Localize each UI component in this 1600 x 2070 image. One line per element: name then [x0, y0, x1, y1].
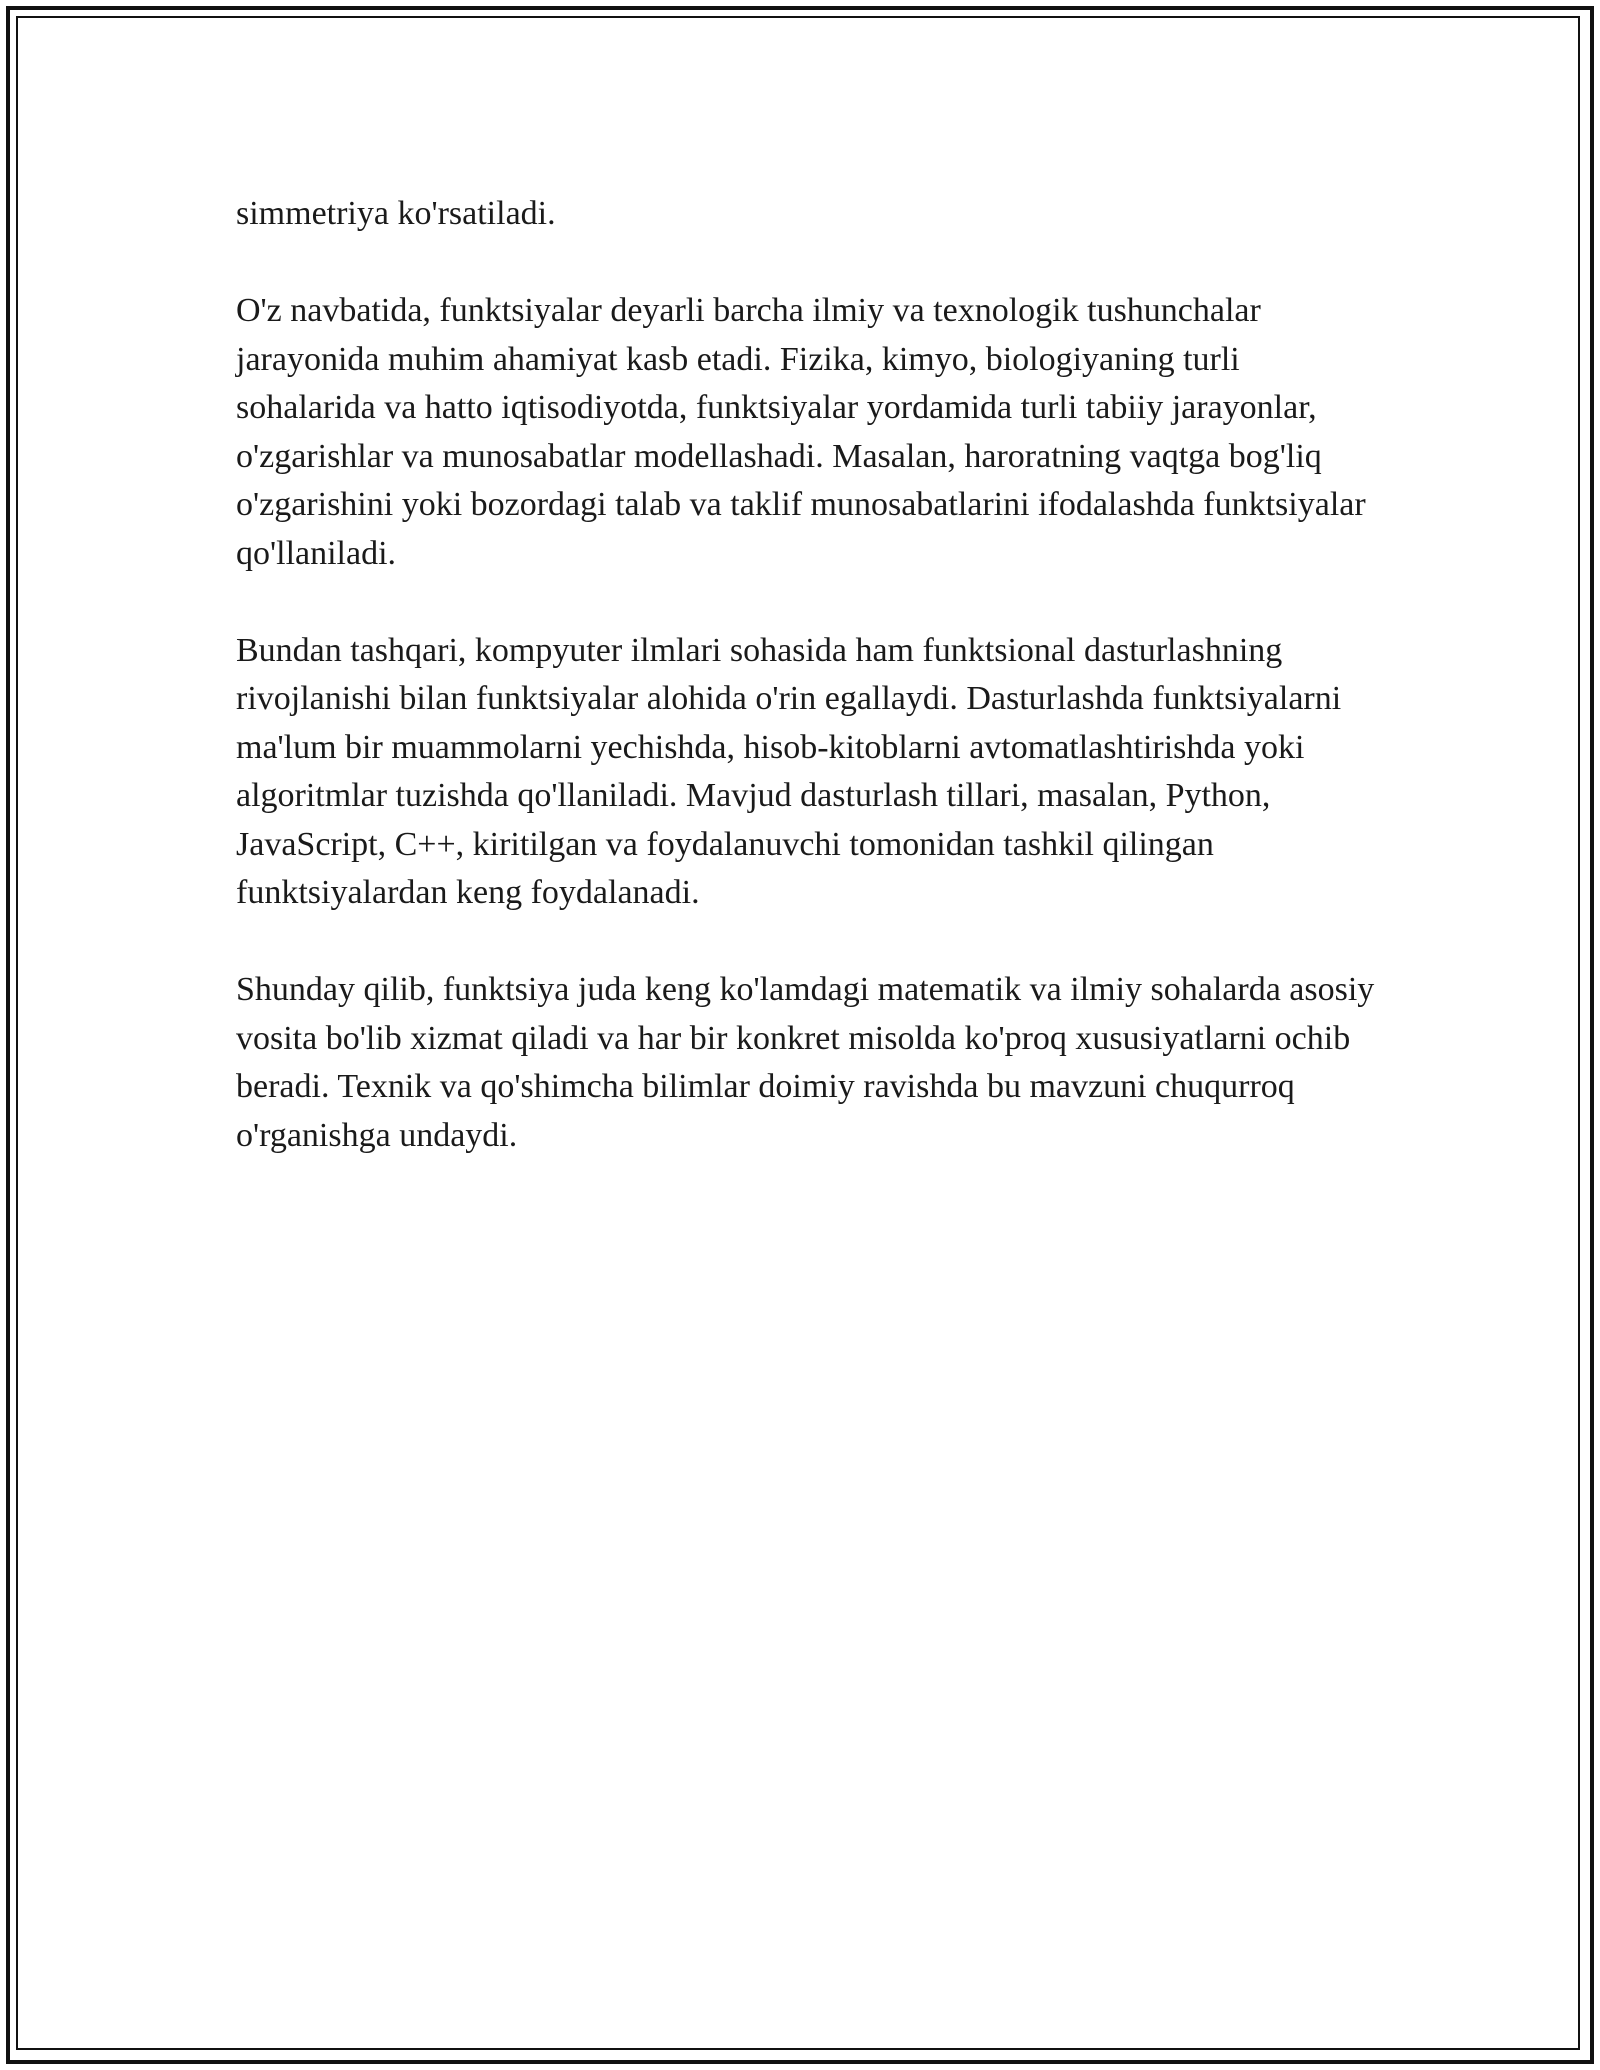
document-body: [236, 190, 1376, 1209]
paragraph-continuation: simmetriya ko'rsatiladi.: [236, 195, 556, 232]
paragraph-programming: Bundan tashqari, kompyuter ilmlari sohasida ham funktsional dasturlashning rivojlanishi bilan funktsiyalar alohida o'rin egallaydi. Dasturlashda funktsiyalarni ma'lum bir muammolarni yechishda, hisob-kitoblarni avtomatlashtirishda yoki algoritmlar tuzishda qo'llaniladi. Mavjud dasturlash tillari, masalan, Python, JavaScript, C++, kiritilgan va foydalanuvchi tomonidan tashkil qilingan funktsiyalardan keng foydalanadi.: [236, 631, 1342, 911]
paragraph-conclusion: Shunday qilib, funktsiya juda keng ko'lamdagi matematik va ilmiy sohalarda asosiy vosita bo'lib xizmat qiladi va har bir konkret misolda ko'proq xususiyatlarni ochib beradi. Texnik va qo'shimcha bilimlar doimiy ravishda bu mavzuni chuqurroq o'rganishga undaydi.: [236, 971, 1375, 1154]
paragraph-science-applications: O'z navbatida, funktsiyalar deyarli barcha ilmiy va texnologik tushunchalar jarayonida muhim ahamiyat kasb etadi. Fizika, kimyo, biologiyaning turli sohalarida va hatto iqtisodiyotda, funktsiyalar yordamida turli tabiiy jarayonlar, o'zgarishlar va munosabatlar modellashadi. Masalan, haroratning vaqtga bog'liq o'zgarishini yoki bozordagi talab va taklif munosabatlarini ifodalashda funktsiyalar qo'llaniladi.: [236, 292, 1366, 572]
